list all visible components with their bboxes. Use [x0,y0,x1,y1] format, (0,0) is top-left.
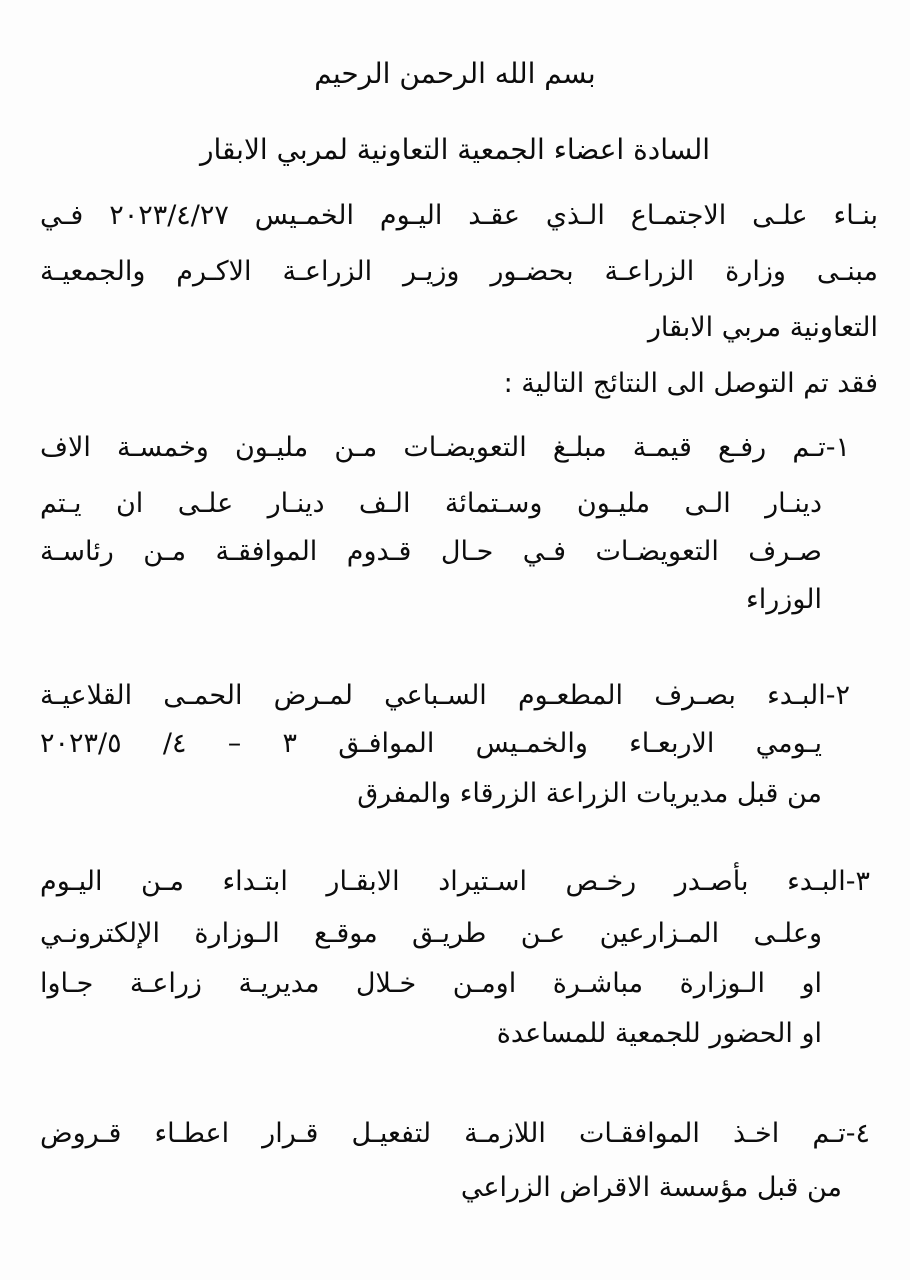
intro-line: بنـاء علـى الاجتمـاع الـذي عقـد اليـوم الخمـيس ٢٠٢٣/٤/٢٧ فـي [40,200,878,231]
item-3-line: وعلـى المـزارعين عـن طريـق موقـع الـوزارة الإلكترونـي [40,918,822,949]
item-4-line: من قبل مؤسسة الاقراض الزراعي [460,1172,842,1203]
results-intro: فقد تم التوصل الى النتائج التالية : [503,368,878,399]
item-3-line: او الـوزارة مباشـرة اومـن خـلال مديريـة زراعـة جـاوا [40,968,822,999]
basmala: بسم الله الرحمن الرحيم [314,57,596,90]
intro-line: مبنـى وزارة الزراعـة بحضـور وزيـر الزراعـة الاكـرم والجمعيـة [40,256,878,287]
item-1-line: صـرف التعويضـات فـي حـال قـدوم الموافقـة مـن رئاسـة [40,536,822,567]
item-4-line: ٤-تـم اخـذ الموافقـات اللازمـة لتفعيـل قـرار اعطـاء قـروض [40,1118,870,1149]
item-3-line: او الحضور للجمعية للمساعدة [496,1018,822,1049]
item-1-line: الوزراء [746,584,822,615]
item-3-line: ٣-البـدء بأصـدر رخـص اسـتيراد الابقـار ابتـداء مـن اليـوم [40,866,870,897]
item-1-line: دينـار الـى مليـون وسـتمائة الـف دينـار علـى ان يـتم [40,488,822,519]
item-2-line: من قبل مديريات الزراعة الزرقاء والمفرق [357,778,822,809]
item-2-line: ٢-البـدء بصـرف المطعـوم السـباعي لمـرض الحمـى القلاعيـة [40,680,850,711]
item-1-line: ١-تـم رفـع قيمـة مبلـغ التعويضـات مـن مليـون وخمسـة الاف [40,432,850,463]
item-2-line: يـومي الاربعـاء والخمـيس الموافـق ٣ – ٤/ ٢٠٢٣/٥ [40,728,822,759]
addressee: السادة اعضاء الجمعية التعاونية لمربي الابقار [199,133,711,166]
intro-line: التعاونية مربي الابقار [647,312,878,343]
